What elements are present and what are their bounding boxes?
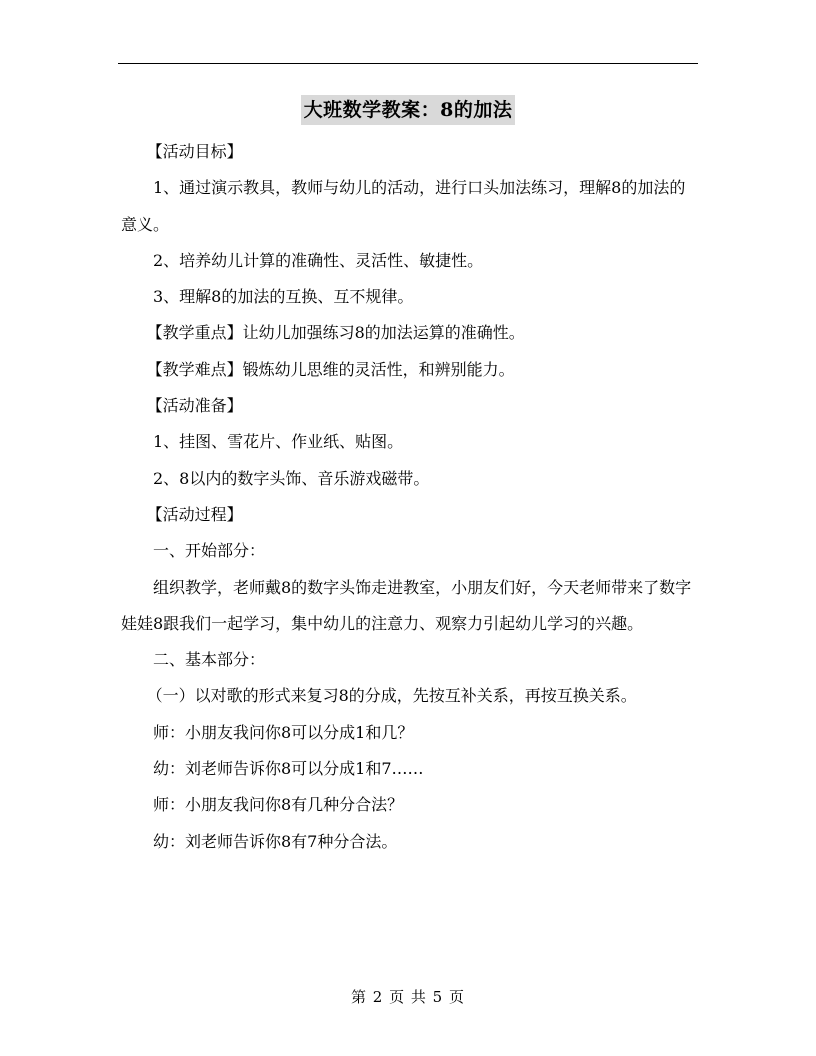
paragraph: 1、挂图、雪花片、作业纸、贴图。	[153, 432, 404, 452]
paragraph: 一、开始部分：	[153, 541, 266, 561]
paragraph: （一）以对歌的形式来复习8的分成，先按互补关系，再按互换关系。	[146, 686, 637, 706]
paragraph: 2、8以内的数字头饰、音乐游戏磁带。	[153, 468, 430, 488]
paragraph: 【活动目标】	[146, 142, 243, 161]
paragraph: 组织教学，老师戴8的数字头饰走进教室，小朋友们好，今天老师带来了数字娃娃8跟我们一起学习，集中幼儿的注意力、观察力引起幼儿学习的兴趣。	[121, 577, 692, 633]
header-rule	[118, 63, 698, 64]
paragraph: 师：小朋友我问你8可以分成1和几？	[153, 722, 414, 742]
paragraph: 2、培养幼儿计算的准确性、灵活性、敏捷性。	[153, 250, 484, 270]
paragraph: 幼：刘老师告诉你8可以分成1和7……	[153, 759, 424, 779]
title-container	[0, 95, 816, 125]
page-footer: 第 2 页 共 5 页	[351, 988, 465, 1006]
document-title: 大班数学教案：8的加法	[301, 95, 516, 125]
document-body	[121, 134, 699, 860]
paragraph: 【活动过程】	[146, 504, 243, 524]
paragraph: 二、基本部分：	[153, 650, 266, 670]
paragraph: 1、通过演示教具，教师与幼儿的活动，进行口头加法练习，理解8的加法的意义。	[121, 178, 686, 234]
paragraph: 【活动准备】	[146, 396, 243, 416]
paragraph: 幼：刘老师告诉你8有7种分合法。	[153, 831, 398, 851]
paragraph: 【教学重点】让幼儿加强练习8的加法运算的准确性。	[146, 323, 525, 343]
paragraph: 3、理解8的加法的互换、互不规律。	[153, 287, 414, 307]
paragraph: 【教学难点】锻炼幼儿思维的灵活性，和辨别能力。	[146, 359, 515, 379]
paragraph: 师：小朋友我问你8有几种分合法？	[153, 795, 404, 815]
